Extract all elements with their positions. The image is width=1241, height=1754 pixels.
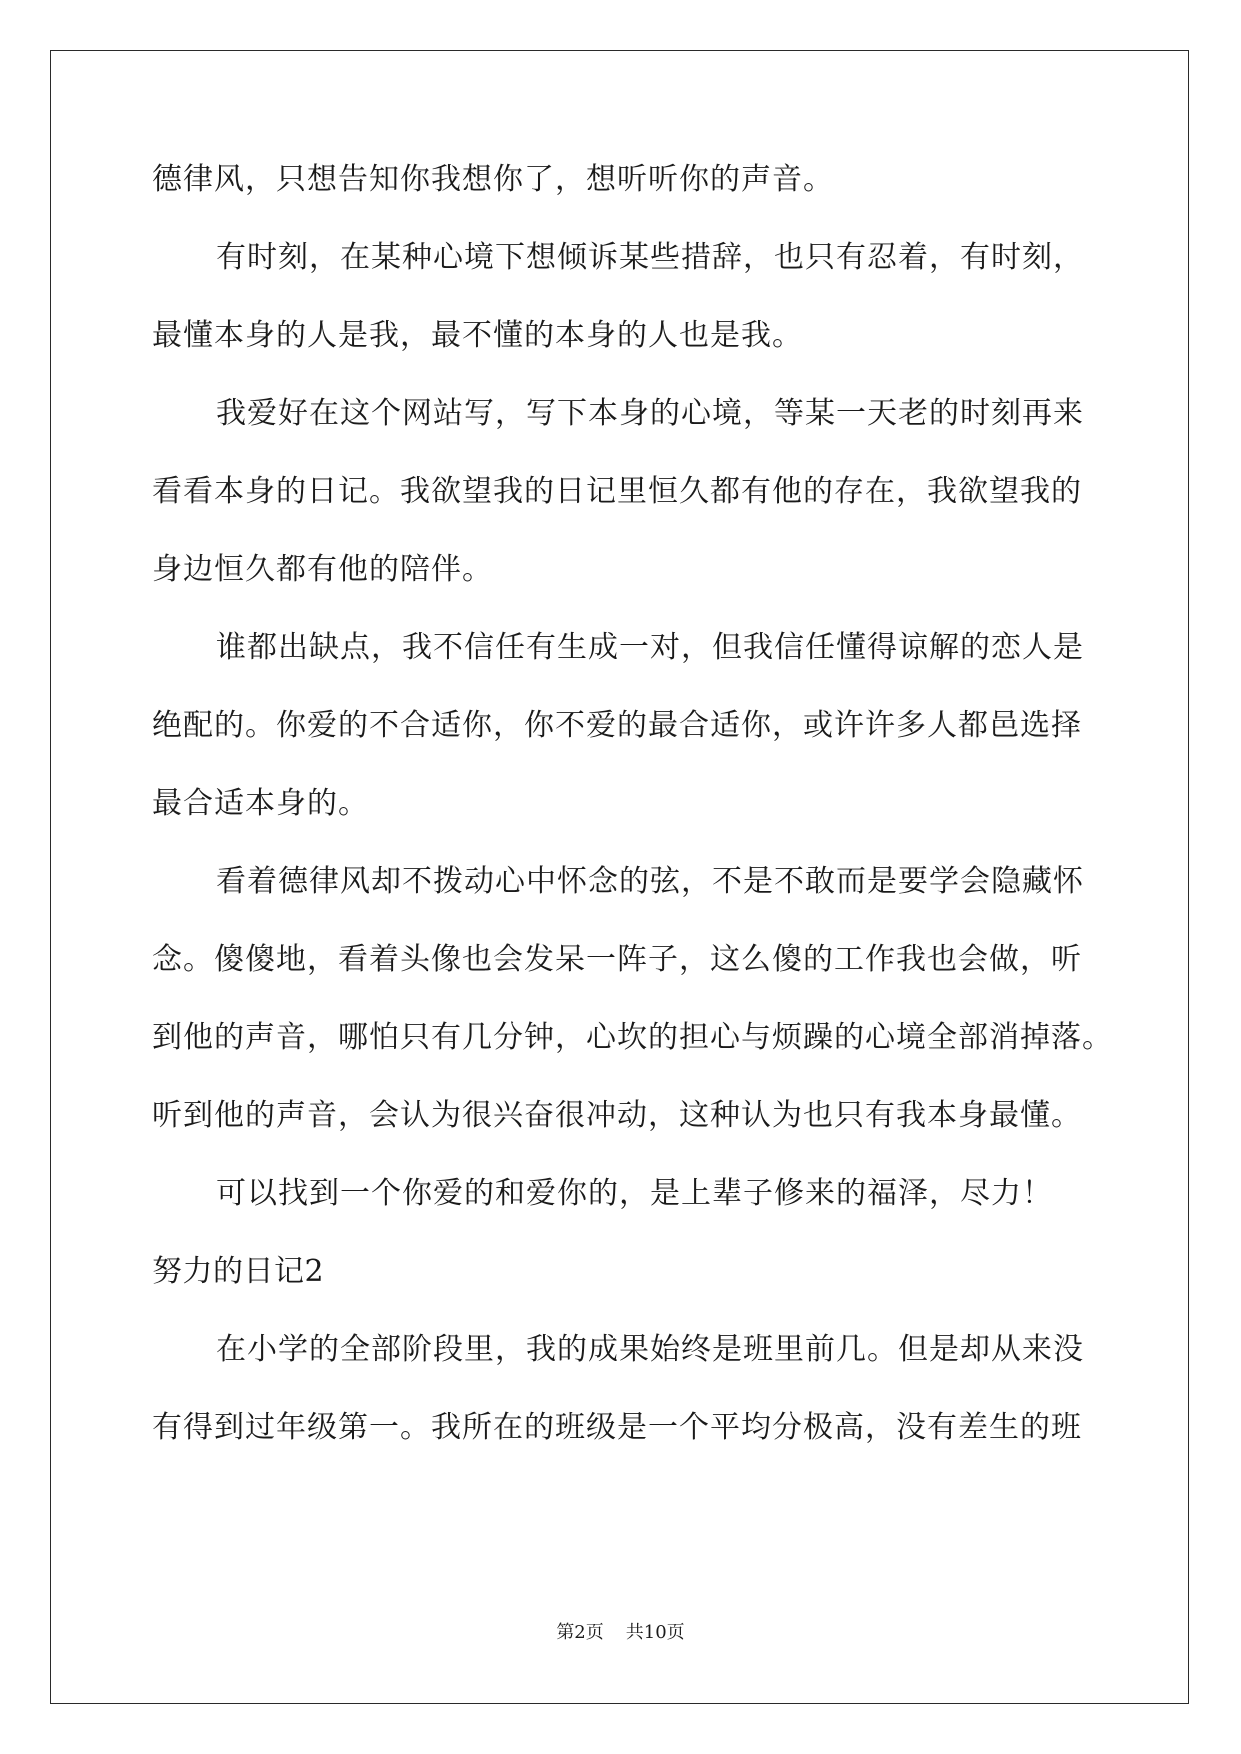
text-line-7: 谁都出缺点，我不信任有生成一对，但我信任懂得谅解的恋人是 — [216, 630, 1084, 665]
page-number: 第2页 — [556, 1622, 604, 1643]
page-footer — [0, 1622, 1241, 1644]
text-line-14: 可以找到一个你爱的和爱你的，是上辈子修来的福泽，尽力！ — [216, 1176, 1053, 1211]
section-heading: 努力的日记2 — [152, 1254, 325, 1289]
text-line-8: 绝配的。你爱的不合适你，你不爱的最合适你，或许许多人都邑选择 — [152, 708, 1082, 743]
text-line-9: 最合适本身的。 — [152, 786, 369, 821]
text-line-3: 最懂本身的人是我，最不懂的本身的人也是我。 — [152, 318, 803, 353]
text-line-11: 念。傻傻地，看着头像也会发呆一阵子，这么傻的工作我也会做，听 — [152, 942, 1082, 977]
text-line-2: 有时刻，在某种心境下想倾诉某些措辞，也只有忍着，有时刻， — [216, 240, 1084, 275]
text-line-10: 看着德律风却不拨动心中怀念的弦，不是不敢而是要学会隐藏怀 — [216, 864, 1084, 899]
document-body — [152, 160, 1113, 1486]
text-line-5: 看看本身的日记。我欲望我的日记里恒久都有他的存在，我欲望我的 — [152, 474, 1082, 509]
text-line-1: 德律风，只想告知你我想你了，想听听你的声音。 — [152, 162, 834, 197]
total-pages: 共10页 — [625, 1622, 685, 1643]
text-line-4: 我爱好在这个网站写，写下本身的心境，等某一天老的时刻再来 — [216, 396, 1084, 431]
text-line-13: 听到他的声音，会认为很兴奋很冲动，这种认为也只有我本身最懂。 — [152, 1098, 1082, 1133]
text-line-6: 身边恒久都有他的陪伴。 — [152, 552, 493, 587]
text-line-12: 到他的声音，哪怕只有几分钟，心坎的担心与烦躁的心境全部消掉落。 — [152, 1020, 1113, 1055]
text-line-17: 有得到过年级第一。我所在的班级是一个平均分极高，没有差生的班 — [152, 1410, 1082, 1445]
text-line-16: 在小学的全部阶段里，我的成果始终是班里前几。但是却从来没 — [216, 1332, 1084, 1367]
